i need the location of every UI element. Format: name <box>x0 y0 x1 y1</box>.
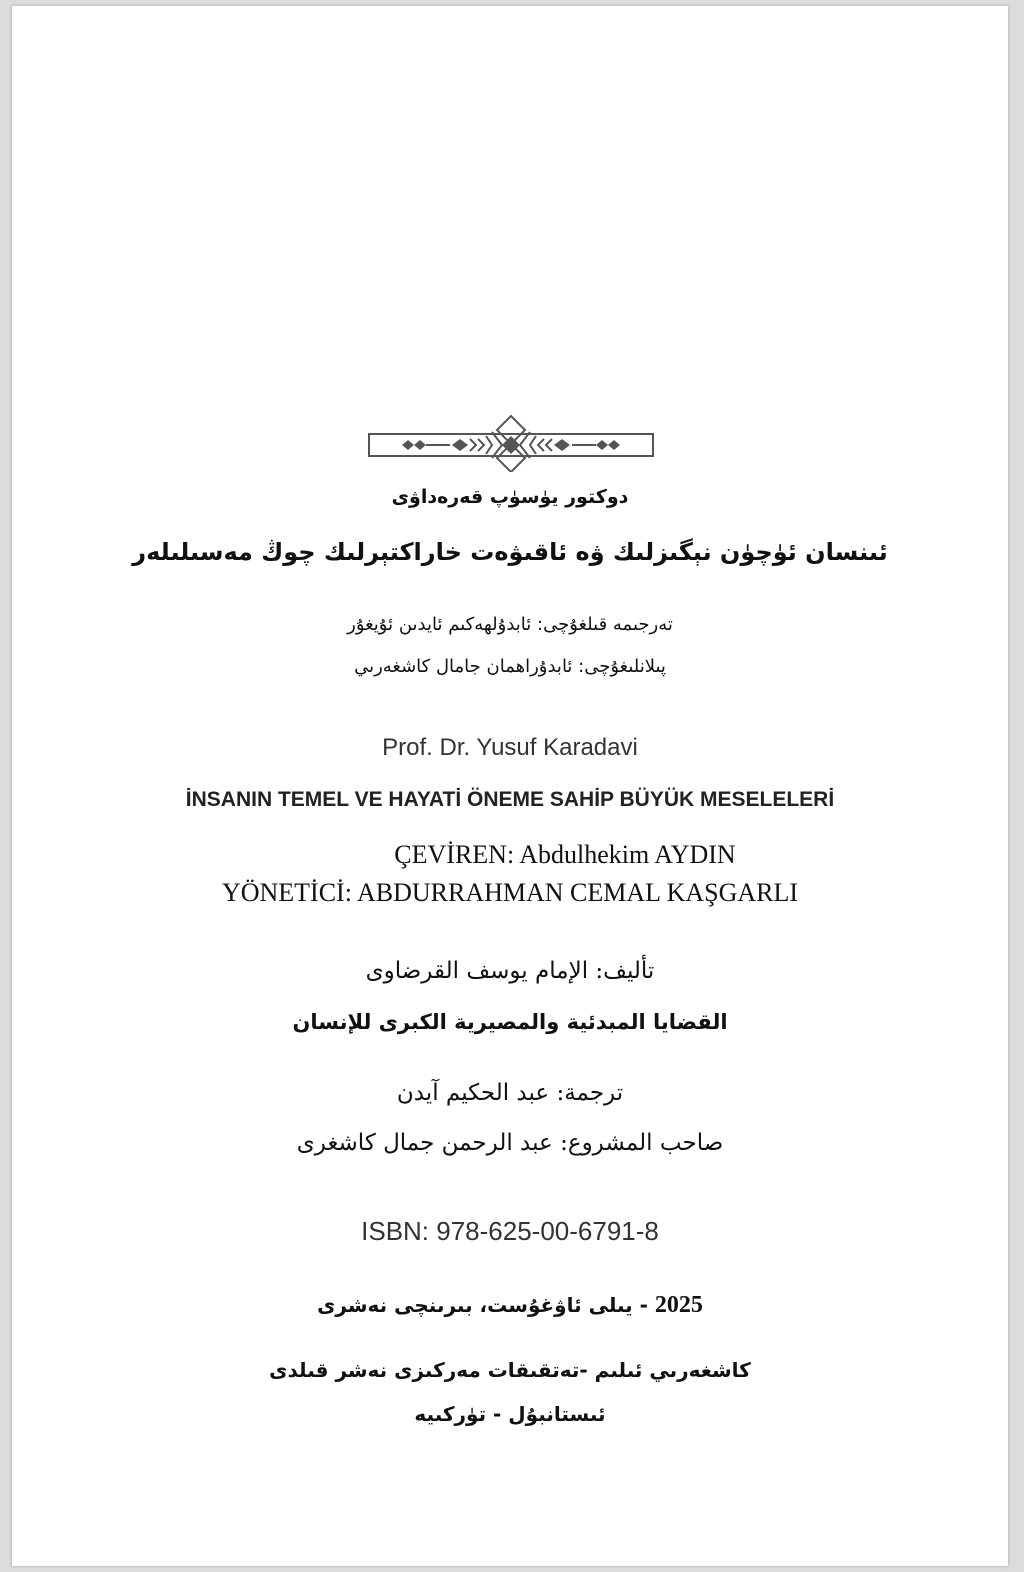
uyghur-translator: تەرجىمە قىلغۇچى: ئابدۇلھەكىم ئايدىن ئۇيغۇر <box>347 614 673 635</box>
uyghur-project-director: پىلانلىغۇچى: ئابدۇراھمان جامال كاشغەرىي <box>354 656 666 677</box>
publisher-city: ئىستانبۇل - تۈركىيە <box>414 1402 606 1426</box>
decorative-ornament-icon <box>368 414 654 472</box>
edition-line <box>12 1292 1008 1319</box>
arabic-book-title: القضايا المبدئية والمصيرية الكبرى للإنسان <box>292 1010 728 1034</box>
turkish-translator: ÇEVİREN: Abdulhekim AYDIN <box>394 840 736 869</box>
arabic-project-owner: صاحب المشروع: عبد الرحمن جمال كاشغرى <box>296 1130 724 1156</box>
edition-year: 2025 <box>654 1292 703 1318</box>
isbn-number: ISBN: 978-625-00-6791-8 <box>361 1216 659 1246</box>
turkish-author: Prof. Dr. Yusuf Karadavi <box>382 734 638 761</box>
publisher-name: كاشغەرىي ئىلىم -تەتقىقات مەركىزى نەشر قىلدى <box>269 1358 751 1382</box>
book-copyright-page <box>12 6 1008 1566</box>
arabic-author: تأليف: الإمام يوسف القرضاوى <box>365 958 655 984</box>
uyghur-author: دوكتور يۈسۈپ قەرەداۋى <box>391 486 629 508</box>
uyghur-book-title: ئىنسان ئۈچۈن نېگىزلىك ۋە ئاقىۋەت خاراكتېرلىك چوڭ مەسىلىلەر <box>132 538 888 566</box>
arabic-translator: ترجمة: عبد الحكيم آيدن <box>396 1080 624 1106</box>
turkish-project-director: YÖNETİCİ: ABDURRAHMAN CEMAL KAŞGARLI <box>221 878 799 907</box>
turkish-book-title: İNSANIN TEMEL VE HAYATİ ÖNEME SAHİP BÜYÜK MESELELERİ <box>185 788 835 811</box>
edition-text: - يىلى ئاۋغۇست، بىرىنچى نەشرى <box>317 1293 648 1317</box>
